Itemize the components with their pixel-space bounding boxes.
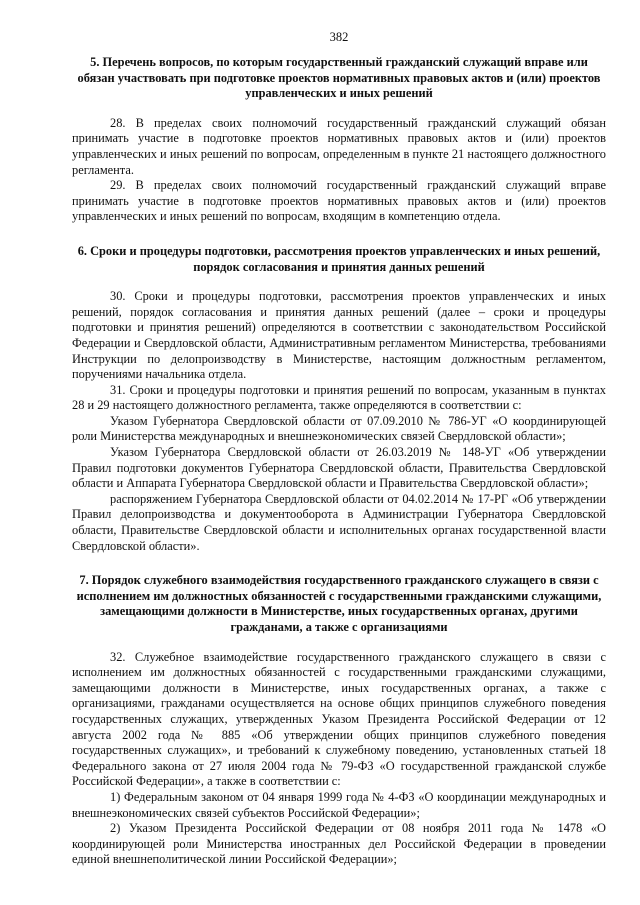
paragraph-30: 30. Сроки и процедуры подготовки, рассмотрения проектов управленческих и иных решений, порядок согласования и принятия данных решений (далее – сроки и процедуры подготовки и принятия решений) определяются в соответствии с законодательством Российской Федерации и Свердловской области, Административным регламентом Министерства, требованиями Инструкции по делопроизводству в Министерстве, настоящим должностным регламентом, поручениями начальника отдела. bbox=[72, 289, 606, 382]
section-6 bbox=[72, 244, 606, 554]
list-item-decree-786: Указом Губернатора Свердловской области от 07.09.2010 № 786-УГ «О координирующей роли Министерства международных и внешнеэкономических связей Свердловской области»; bbox=[72, 413, 606, 444]
list-item-2: 2) Указом Президента Российской Федерации от 08 ноября 2011 года № 1478 «О координирующей роли Министерства иностранных дел Российской Федерации в проведении единой внешнеполитической линии Российской Федерации»; bbox=[72, 821, 606, 867]
section-7-heading: 7. Порядок служебного взаимодействия государственного гражданского служащего в связи с исполнением им должностных обязанностей с государственными гражданскими служащими, замещающими должности в Министерстве, иных государственных органах, другими гражданами, а также с организациями bbox=[76, 573, 602, 634]
section-5-heading: 5. Перечень вопросов, по которым государственный гражданский служащий вправе или обязан участвовать при подготовке проектов нормативных правовых актов и (или) проектов управленческих и иных решений bbox=[77, 55, 601, 101]
section-7 bbox=[72, 573, 606, 868]
list-item-1: 1) Федеральным законом от 04 января 1999 года № 4-ФЗ «О координации международных и внешнеэкономических связей субъектов Российской Федерации»; bbox=[72, 789, 606, 820]
paragraph-31: 31. Сроки и процедуры подготовки и принятия решений по вопросам, указанным в пунктах 28 и 29 настоящего должностного регламента, также определяются в соответствии с: bbox=[72, 382, 606, 413]
paragraph-32: 32. Служебное взаимодействие государственного гражданского служащего в связи с исполнением им должностных обязанностей с государственными гражданскими служащими, замещающими должности в Министерстве, иных государственных органах, а также с организациями, гражданами осуществляется на основе общих принципов служебного поведения государственных служащих, утвержденных Указом Президента Российской Федерации от 12 августа 2002 года № 885 «Об утверждении общих принципов служебного поведения государственных служащих», и требований к служебному поведению, установленных статьей 18 Федерального закона от 27 июля 2004 года № 79-ФЗ «О государственной гражданской службе Российской Федерации», а также в соответствии с: bbox=[72, 649, 606, 789]
document-page bbox=[72, 30, 606, 868]
paragraph-28: 28. В пределах своих полномочий государственный гражданский служащий обязан принимать участие в подготовке проектов нормативных правовых актов и (или) проектов управленческих и иных решений по вопросам, определенным в пункте 21 настоящего должностного регламента. bbox=[72, 115, 606, 177]
section-6-heading: 6. Сроки и процедуры подготовки, рассмотрения проектов управленческих и иных решений, порядок согласования и принятия данных решений bbox=[77, 243, 601, 274]
list-item-decree-148: Указом Губернатора Свердловской области от 26.03.2019 № 148-УГ «Об утверждении Правил подготовки документов Губернатора Свердловской области, Правительства Свердловской области и Аппарата Губернатора Свердловской области и Правительства Свердловской области»; bbox=[72, 445, 606, 491]
list-item-order-17: распоряжением Губернатора Свердловской области от 04.02.2014 № 17-РГ «Об утверждении Правил делопроизводства и документооборота в Администрации Губернатора Свердловской области, Правительстве Свердловской области и исполнительных органах государственной власти Свердловской области». bbox=[72, 491, 606, 553]
paragraph-29: 29. В пределах своих полномочий государственный гражданский служащий вправе принимать участие в подготовке проектов нормативных правовых актов и (или) проектов управленческих и иных решений по вопросам, входящим в компетенцию отдела. bbox=[72, 178, 606, 224]
page-number: 382 bbox=[329, 30, 349, 44]
section-5 bbox=[72, 55, 606, 225]
